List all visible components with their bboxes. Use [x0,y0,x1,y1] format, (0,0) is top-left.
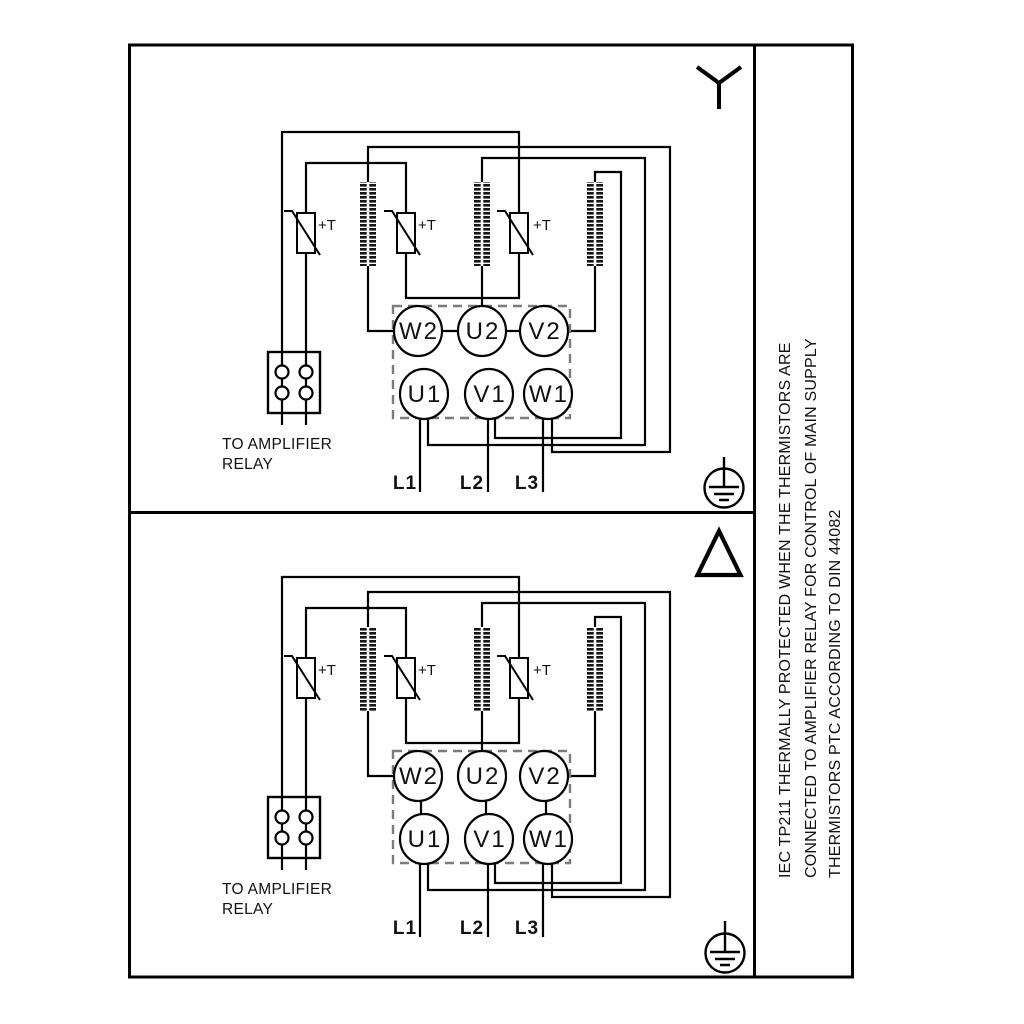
thermistor-2-icon [384,656,420,700]
delta-bridge-links [421,800,546,815]
wire-thermistor1-thermistor2 [306,163,406,213]
thermistor-3-icon [497,211,533,255]
terminal-W2-label: W2 [399,763,439,790]
wire-thermistor1-thermistor2 [306,608,406,658]
relay-contact [276,366,289,379]
relay-contact [300,366,313,379]
terminal-block [393,306,572,419]
thermistor2-label: +T [418,217,436,234]
thermistor1-label: +T [318,662,336,679]
terminal-V2-label: V2 [528,318,562,345]
ground-icon [706,921,745,973]
terminal-U2-label: U2 [465,763,501,790]
wire-thermistor2-thermistor3 [406,698,519,743]
terminal-U1-label: U1 [407,381,443,408]
terminal-W1-label: W1 [529,381,569,408]
ground-icon [705,457,744,508]
relay-contact [300,387,313,400]
thermistor-1-icon [284,211,320,255]
side-note-line3: THERMISTORS PTC ACCORDING TO DIN 44082 [827,509,844,878]
delta-connection-icon [698,531,741,575]
relay-contact [276,387,289,400]
relay-contact [276,832,289,845]
relay-note-line1: TO AMPLIFIER [222,881,333,898]
relay-contact [276,811,289,824]
thermistor-2-icon [384,211,420,255]
supply-L3-label: L3 [514,473,540,494]
terminal-V2-label: V2 [528,763,562,790]
terminal-U1-label: U1 [407,826,443,853]
terminal-W2-label: W2 [399,318,439,345]
relay-contact [300,832,313,845]
wire-coil3-to-V2 [568,711,595,776]
panel-star [222,67,744,508]
supply-L1-label: L1 [392,918,418,939]
thermistor-3-icon [497,656,533,700]
wire-coil1-to-W2 [368,266,394,331]
thermistor2-label: +T [418,662,436,679]
wire-coil1-to-W2 [368,711,394,776]
thermistor3-label: +T [533,662,551,679]
terminal-W1-label: W1 [529,826,569,853]
thermistor-1-icon [284,656,320,700]
wire-thermistor2-thermistor3 [406,253,519,298]
supply-L1-label: L1 [392,473,418,494]
supply-L2-label: L2 [459,473,485,494]
side-note [777,338,844,878]
star-connection-icon [697,67,741,109]
terminal-V1-label: V1 [473,381,507,408]
thermistors [284,656,551,700]
thermistor3-label: +T [533,217,551,234]
amplifier-relay-box [268,797,320,858]
thermistor1-label: +T [318,217,336,234]
thermistors [284,211,551,255]
side-note-line1: IEC TP211 THERMALLY PROTECTED WHEN THE THERMISTORS ARE [777,342,794,878]
wire-coil3-to-V2 [568,266,595,331]
amplifier-relay-box [268,352,320,413]
side-note-line2: CONNECTED TO AMPLIFIER RELAY FOR CONTROL OF MAIN SUPPLY [803,338,820,878]
supply-L2-label: L2 [459,918,485,939]
relay-note-line2: RELAY [222,456,274,473]
panel-delta [222,531,745,973]
relay-note-line1: TO AMPLIFIER [222,436,333,453]
supply-L3-label: L3 [514,918,540,939]
terminal-U2-label: U2 [465,318,501,345]
terminal-V1-label: V1 [473,826,507,853]
relay-contact [300,811,313,824]
relay-note-line2: RELAY [222,901,274,918]
